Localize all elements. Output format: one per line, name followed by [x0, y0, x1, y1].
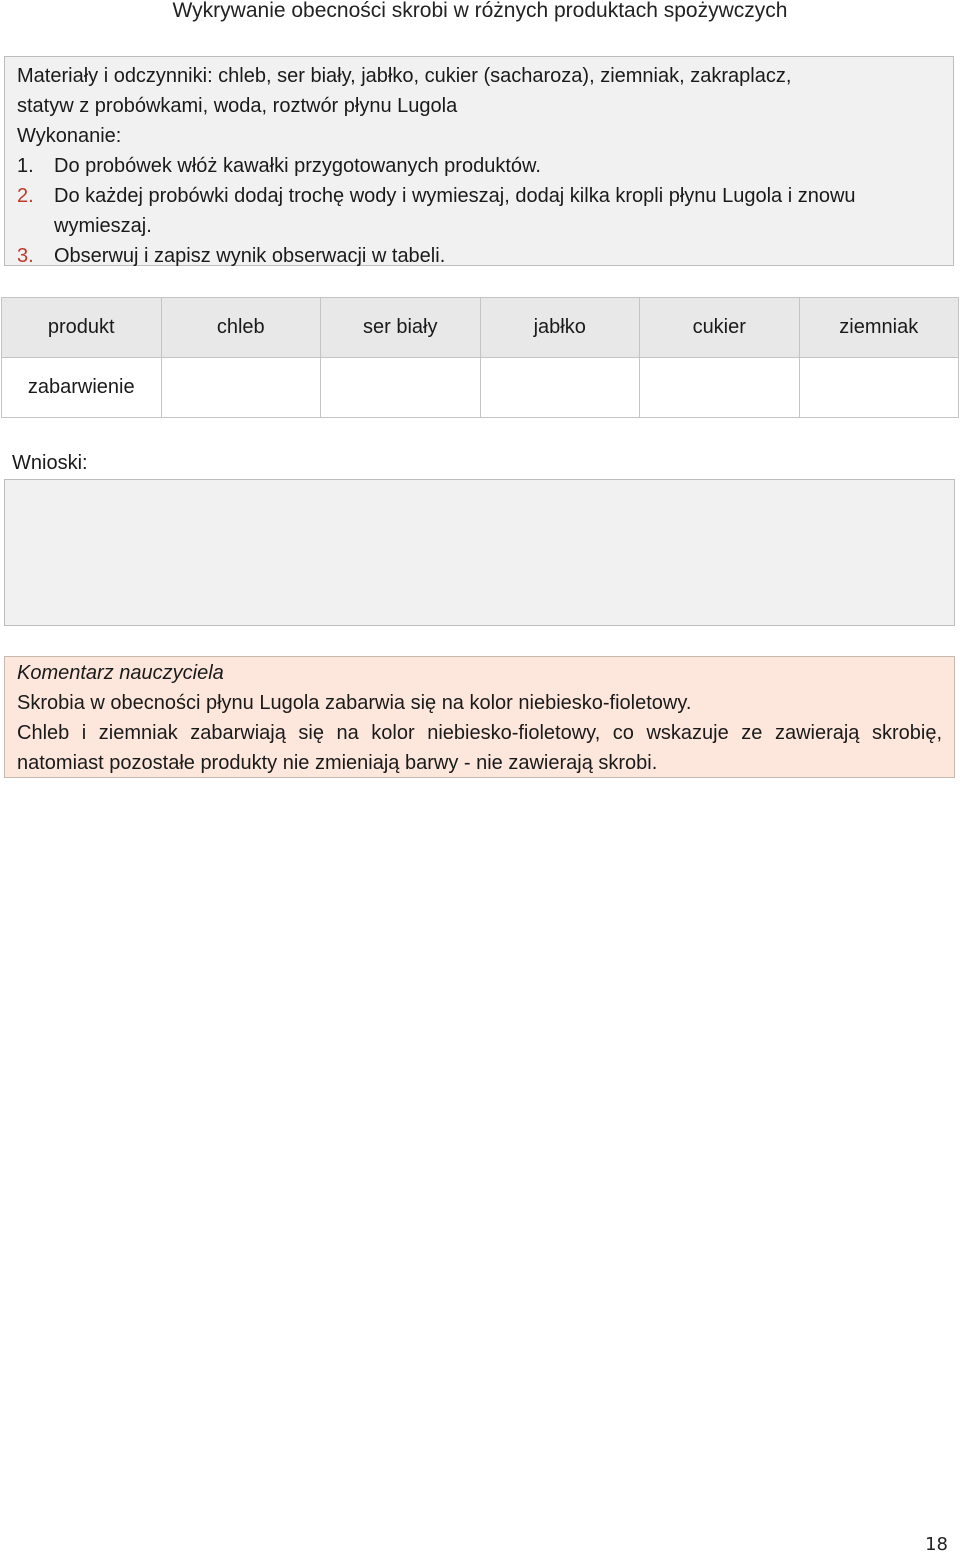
procedure-label: Wykonanie: — [17, 125, 122, 147]
page-number: 18 — [925, 1534, 948, 1555]
row-label-cell: zabarwienie — [2, 358, 162, 418]
step-number: 2. — [17, 185, 34, 207]
table-header-cell: chleb — [161, 298, 321, 358]
table-header-cell: jabłko — [480, 298, 640, 358]
step-text: Do każdej probówki dodaj trochę wody i wymieszaj, dodaj kilka kropli płynu Lugola i znowu wymieszaj. — [54, 185, 856, 237]
procedure-step — [17, 181, 941, 241]
instructions-box — [4, 56, 954, 266]
answer-cell-jablko[interactable] — [480, 358, 640, 418]
teacher-comment-box — [4, 656, 955, 778]
procedure-step — [17, 151, 941, 181]
step-text: Obserwuj i zapisz wynik obserwacji w tabeli. — [54, 245, 446, 267]
table-header-cell: ziemniak — [799, 298, 959, 358]
table-header-row — [2, 298, 959, 358]
teacher-comment-paragraph: Chleb i ziemniak zabarwiają się na kolor niebiesko-fioletowy, co wskazuje ze zawierają skrobię, natomiast pozostałe produkty nie zmieniają barwy - nie zawierają skrobi. — [17, 722, 942, 774]
teacher-comment-line: Skrobia w obecności płynu Lugola zabarwia się na kolor niebiesko-fioletowy. — [17, 692, 692, 714]
table-header-cell: cukier — [640, 298, 800, 358]
conclusions-field[interactable] — [4, 479, 955, 626]
answer-cell-ziemniak[interactable] — [799, 358, 959, 418]
table-header-cell: ser biały — [321, 298, 481, 358]
step-number: 3. — [17, 245, 34, 267]
page-title: Wykrywanie obecności skrobi w różnych produktach spożywczych — [172, 0, 788, 22]
conclusions-label: Wnioski: — [12, 452, 88, 474]
answer-cell-cukier[interactable] — [640, 358, 800, 418]
answer-cell-chleb[interactable] — [161, 358, 321, 418]
teacher-comment-title: Komentarz nauczyciela — [17, 662, 224, 684]
table-header-cell: produkt — [2, 298, 162, 358]
procedure-step — [17, 241, 941, 271]
materials-line: Materiały i odczynniki: chleb, ser biały, jabłko, cukier (sacharoza), ziemniak, zakraplacz, — [17, 65, 792, 87]
results-table — [1, 297, 959, 418]
table-row — [2, 358, 959, 418]
step-text: Do probówek włóż kawałki przygotowanych produktów. — [54, 155, 541, 177]
procedure-steps — [17, 151, 941, 271]
materials-line: statyw z probówkami, woda, roztwór płynu Lugola — [17, 95, 458, 117]
answer-cell-ser-bialy[interactable] — [321, 358, 481, 418]
step-number: 1. — [17, 155, 34, 177]
